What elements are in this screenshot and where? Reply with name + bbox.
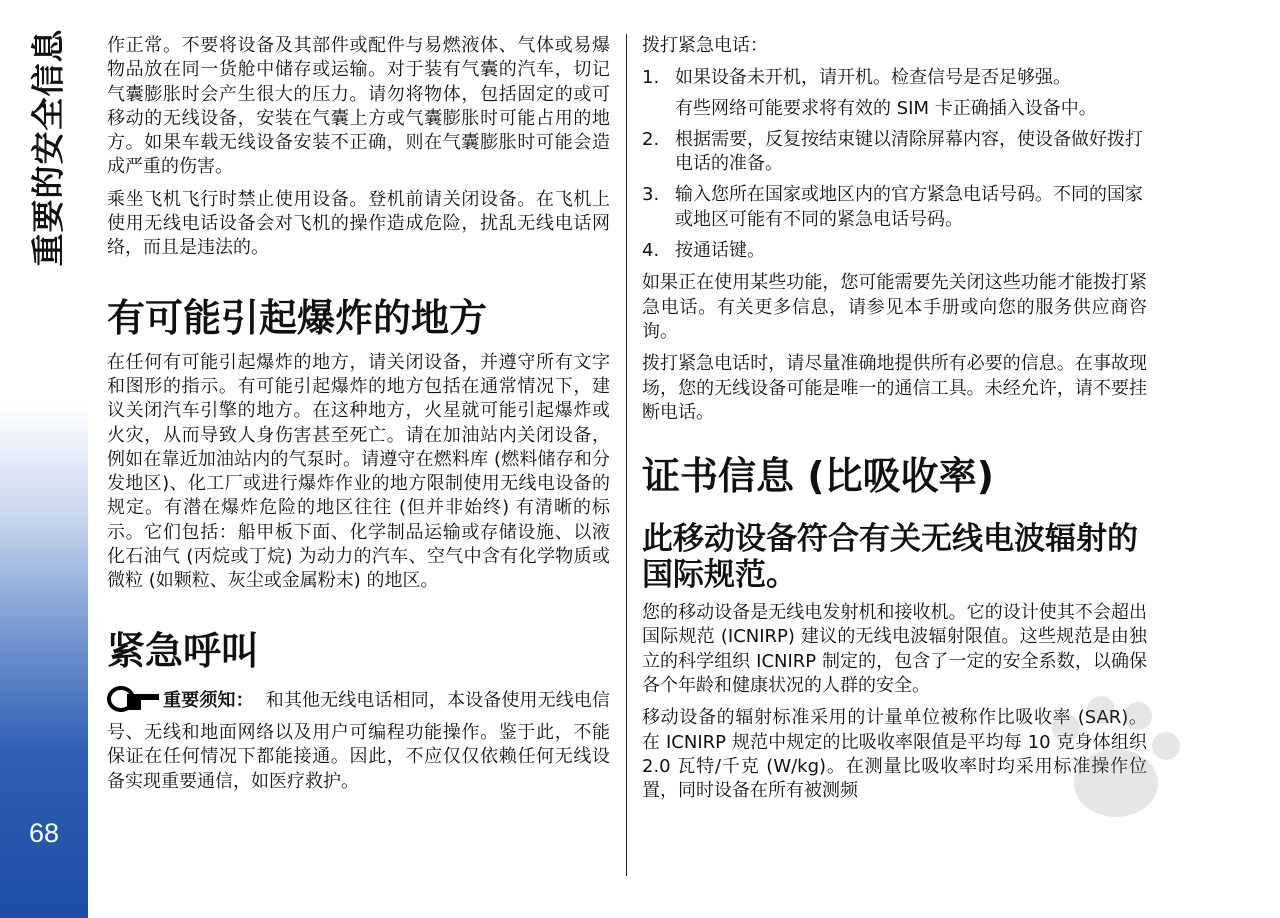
section-title — [8, 22, 84, 272]
paragraph: 如果正在使用某些功能，您可能需要先关闭这些功能才能拨打紧急电话。有关更多信息，请参见本手册或向您的服务供应商咨询。 — [642, 272, 1147, 342]
hand-pointer-icon — [107, 684, 161, 721]
section-title-text: 重要的安全信息 — [28, 28, 68, 266]
heading-explosive-areas: 有可能引起爆炸的地方 — [107, 295, 488, 340]
left-column — [107, 34, 610, 802]
heading-certification: 证书信息 (比吸收率) — [642, 454, 994, 499]
step-number: 1. — [642, 67, 660, 89]
paragraph: 拨打紧急电话： — [642, 35, 768, 56]
list-item — [642, 239, 1147, 263]
heading-emergency-calls: 紧急呼叫 — [107, 628, 260, 673]
step-number: 3. — [642, 184, 660, 206]
step-subtext: 有些网络可能要求将有效的 SIM 卡正确插入设备中。 — [675, 97, 1097, 119]
paragraph: 作正常。不要将设备及其部件或配件与易燃液体、气体或易爆物品放在同一货舱中储存或运输。对于装有气囊的汽车，切记气囊膨胀时会产生很大的压力。请勿将物体，包括固定的或可移动的无线设备，安装在气囊上方或气囊膨胀时可能占用的地方。如果车载无线设备安装不正确，则在气囊膨胀时可能会造成严重的伤害。 — [107, 35, 610, 178]
paragraph: 您的移动设备是无线电发射机和接收机。它的设计使其不会超出国际规范 (ICNIRP) 建议的无线电波辐射限值。这些规范是由独立的科学组织 ICNIRP 制定的，包含了一定的安全系数，以确保各个年龄和健康状况的人群的安全。 — [642, 602, 1147, 697]
list-item — [642, 128, 1147, 177]
step-number: 2. — [642, 128, 660, 150]
step-text: 按通话键。 — [675, 240, 765, 262]
page-number: 68 — [28, 818, 60, 848]
column-divider — [626, 34, 627, 876]
paragraph: 在任何有可能引起爆炸的地方，请关闭设备，并遵守所有文字和图形的指示。有可能引起爆炸的地方包括在通常情况下，建议关闭汽车引擎的地方。在这种地方，火星就可能引起爆炸或火灾，从而导致人身伤害甚至死亡。请在加油站内关闭设备，例如在靠近加油站内的气泵时。请遵守在燃料库 (燃料储存和分发地区)、化工厂或进行爆炸作业的地方限制使用无线电设备的规定。有潜在爆炸危险的地区往往 (但并非始终) 有清晰的标示。它们包括：船甲板下面、化学制品运输或存储设施、以液化石油气 (丙烷或丁烷) 为动力的汽车、空气中含有化学物质或微粒 (如颗粒、灰尘或金属粉末) 的地区。 — [107, 351, 610, 592]
list-item — [642, 183, 1147, 232]
subheading-compliance: 此移动设备符合有关无线电波辐射的国际规范。 — [642, 521, 1138, 594]
note-label: 重要须知： — [163, 689, 254, 711]
paragraph: 乘坐飞机飞行时禁止使用设备。登机前请关闭设备。在飞机上使用无线电话设备会对飞机的操作造成危险，扰乱无线电话网络，而且是违法的。 — [107, 188, 610, 259]
paragraph: 拨打紧急电话时，请尽量准确地提供所有必要的信息。在事故现场，您的无线设备可能是唯一的通信工具。未经允许，请不要挂断电话。 — [642, 353, 1147, 423]
paw-watermark-icon — [1026, 688, 1206, 848]
list-item — [642, 66, 1147, 121]
step-number: 4. — [642, 240, 660, 262]
paragraph: 移动设备的辐射标准采用的计量单位被称作比吸收率 (SAR)。在 ICNIRP 规范中规定的比吸收率限值是平均每 10 克身体组织 2.0 瓦特/千克 (W/kg)。在测量比吸收率时均采用标准操作位置，同时设备在所有被测频 — [642, 707, 1147, 802]
important-note — [107, 684, 610, 794]
sidebar — [0, 0, 88, 918]
step-text: 输入您所在国家或地区内的官方紧急电话号码。不同的国家或地区可能有不同的紧急电话号码。 — [675, 184, 1143, 230]
emergency-steps-list — [642, 66, 1147, 263]
note-text: 和其他无线电话相同，本设备使用无线电信号、无线和地面网络以及用户可编程功能操作。鉴于此，不能保证在任何情况下都能接通。因此，不应仅仅依赖任何无线设备实现重要通信，如医疗救护。 — [107, 689, 610, 792]
step-text: 如果设备未开机，请开机。检查信号是否足够强。 — [675, 67, 1071, 89]
step-text: 根据需要，反复按结束键以清除屏幕内容，使设备做好拨打电话的准备。 — [675, 128, 1143, 175]
